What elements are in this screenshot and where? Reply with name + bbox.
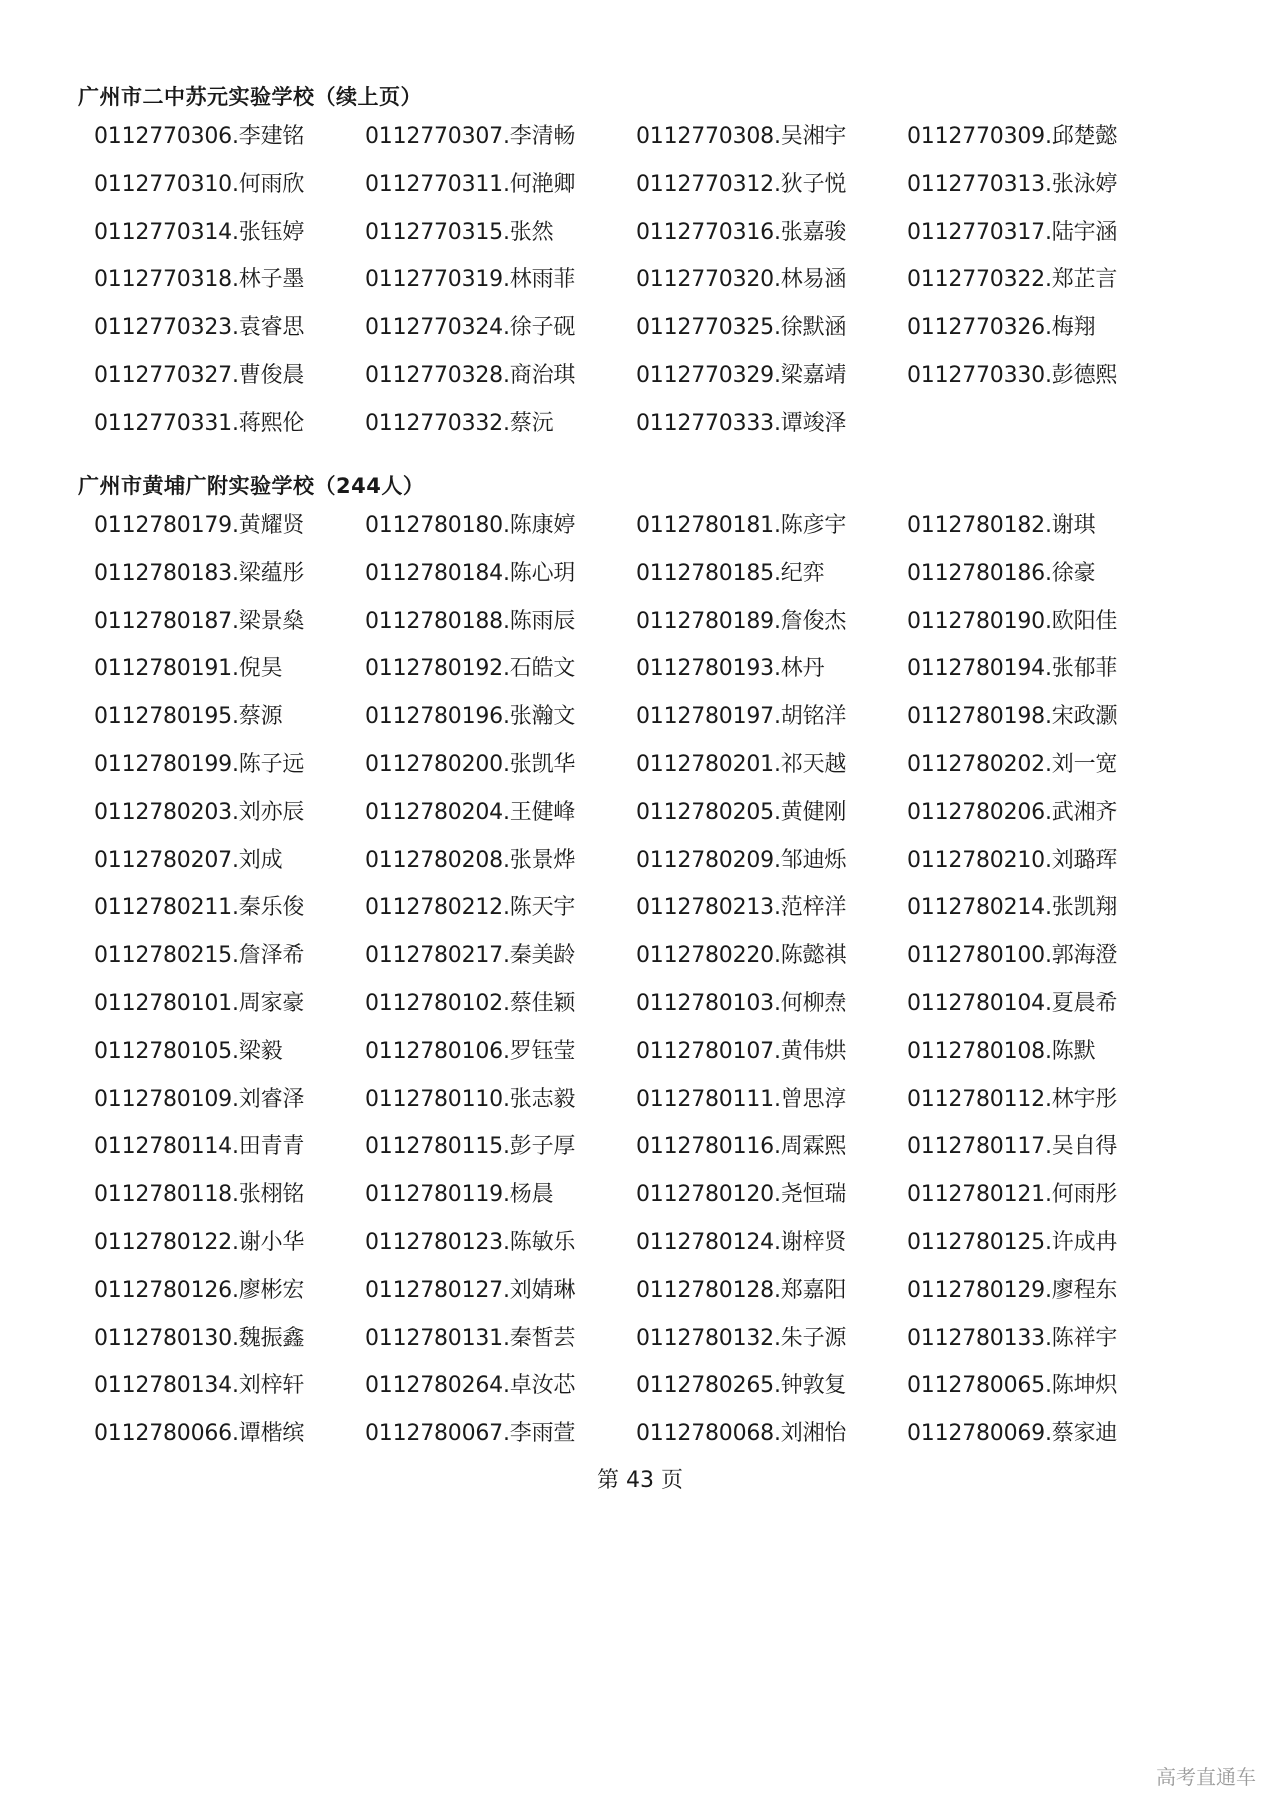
student-entry: 0112780134.刘梓轩 — [94, 1373, 305, 1399]
student-entry: 0112770323.袁睿思 — [94, 315, 305, 341]
student-entry: 0112770313.张泳婷 — [907, 171, 1118, 197]
student-entry: 0112780123.陈敏乐 — [365, 1229, 576, 1255]
student-entry: 0112780202.刘一宽 — [907, 751, 1118, 777]
student-entry: 0112770314.张钰婷 — [94, 219, 305, 245]
student-entry: 0112770322.郑芷言 — [907, 267, 1118, 293]
page-number: 第 43 页 — [597, 1468, 683, 1493]
student-entry: 0112780116.周霖熙 — [636, 1134, 847, 1160]
student-entry: 0112780204.王健峰 — [365, 799, 576, 825]
student-entry: 0112780107.黄伟烘 — [636, 1038, 847, 1064]
student-entry: 0112780065.陈坤炽 — [907, 1373, 1118, 1399]
student-entry: 0112780201.祁天越 — [636, 751, 847, 777]
student-entry: 0112770330.彭德熙 — [907, 362, 1118, 388]
student-entry: 0112780199.陈子远 — [94, 751, 305, 777]
student-entry: 0112780215.詹泽希 — [94, 943, 305, 969]
student-entry: 0112770315.张然 — [365, 219, 554, 245]
section-title: 广州市二中苏元实验学校（续上页） — [78, 85, 422, 109]
student-entry: 0112780212.陈天宇 — [365, 895, 576, 921]
student-entry: 0112770309.邱楚懿 — [907, 124, 1118, 149]
section-title: 广州市黄埔广附实验学校（244人） — [78, 474, 425, 498]
student-entry: 0112780109.刘睿泽 — [94, 1086, 305, 1112]
student-entry: 0112780192.石皓文 — [365, 656, 576, 682]
student-entry: 0112780067.李雨萱 — [365, 1421, 576, 1447]
student-entry: 0112770310.何雨欣 — [94, 171, 305, 197]
student-entry: 0112780118.张栩铭 — [94, 1182, 305, 1208]
student-entry: 0112780195.蔡源 — [94, 704, 283, 730]
student-entry: 0112780188.陈雨辰 — [365, 608, 576, 634]
student-entry: 0112780100.郭海澄 — [907, 943, 1118, 969]
student-entry: 0112770329.梁嘉靖 — [636, 362, 847, 388]
student-entry: 0112780112.林宇彤 — [907, 1086, 1118, 1112]
student-entry: 0112780122.谢小华 — [94, 1229, 305, 1255]
student-entry: 0112770319.林雨菲 — [365, 267, 576, 293]
student-entry: 0112780191.倪昊 — [94, 656, 283, 682]
student-entry: 0112780132.朱子源 — [636, 1325, 847, 1351]
student-entry: 0112780203.刘亦辰 — [94, 799, 305, 825]
student-entry: 0112770318.林子墨 — [94, 267, 305, 293]
student-entry: 0112780182.谢琪 — [907, 513, 1096, 538]
student-entry: 0112780200.张凯华 — [365, 751, 576, 777]
student-entry: 0112780220.陈懿祺 — [636, 943, 847, 969]
student-entry: 0112770331.蒋熙伦 — [94, 410, 305, 436]
student-entry: 0112780131.秦皙芸 — [365, 1325, 576, 1351]
student-entry: 0112780186.徐豪 — [907, 560, 1096, 586]
student-entry: 0112770324.徐子砚 — [365, 315, 576, 341]
student-entry: 0112780105.梁毅 — [94, 1038, 283, 1064]
student-entry: 0112770316.张嘉骏 — [636, 219, 847, 245]
student-entry: 0112770326.梅翔 — [907, 315, 1096, 341]
student-entry: 0112780207.刘成 — [94, 847, 283, 873]
student-entry: 0112770317.陆宇涵 — [907, 219, 1118, 245]
student-entry: 0112780102.蔡佳颖 — [365, 990, 576, 1016]
student-entry: 0112780108.陈默 — [907, 1038, 1096, 1064]
student-entry: 0112780184.陈心玥 — [365, 560, 576, 586]
student-entry: 0112780194.张郁菲 — [907, 656, 1118, 682]
student-entry: 0112780190.欧阳佳 — [907, 608, 1118, 634]
student-entry: 0112780069.蔡家迪 — [907, 1421, 1118, 1447]
student-entry: 0112780101.周家豪 — [94, 990, 305, 1016]
student-entry: 0112770333.谭竣泽 — [636, 410, 847, 436]
student-entry: 0112780066.谭楷缤 — [94, 1421, 305, 1447]
student-entry: 0112780110.张志毅 — [365, 1086, 576, 1112]
student-entry: 0112780125.许成冉 — [907, 1229, 1118, 1255]
student-entry: 0112770312.狄子悦 — [636, 171, 847, 197]
student-list — [78, 123, 1218, 458]
student-entry: 0112770311.何滟卿 — [365, 171, 576, 197]
student-entry: 0112780129.廖程东 — [907, 1277, 1118, 1303]
student-entry: 0112780128.郑嘉阳 — [636, 1277, 847, 1303]
student-entry: 0112770306.李建铭 — [94, 124, 305, 149]
student-entry: 0112780193.林丹 — [636, 656, 825, 682]
student-entry: 0112780187.梁景燊 — [94, 608, 305, 634]
student-entry: 0112780208.张景烨 — [365, 847, 576, 873]
student-entry: 0112780210.刘璐珲 — [907, 847, 1118, 873]
student-entry: 0112780120.尧恒瑞 — [636, 1182, 847, 1208]
student-entry: 0112770308.吴湘宇 — [636, 124, 847, 149]
student-entry: 0112780068.刘湘怡 — [636, 1421, 847, 1447]
student-entry: 0112770327.曹俊晨 — [94, 362, 305, 388]
watermark-text: 高考直通车 — [1156, 1765, 1256, 1789]
student-entry: 0112780124.谢梓贤 — [636, 1229, 847, 1255]
student-list — [78, 512, 1218, 1468]
student-entry: 0112780209.邹迪烁 — [636, 847, 847, 873]
student-entry: 0112780133.陈祥宇 — [907, 1325, 1118, 1351]
student-entry: 0112780127.刘婧琳 — [365, 1277, 576, 1303]
student-entry: 0112780104.夏晨希 — [907, 990, 1118, 1016]
student-entry: 0112780181.陈彦宇 — [636, 513, 847, 538]
student-entry: 0112770320.林易涵 — [636, 267, 847, 293]
student-entry: 0112770307.李清畅 — [365, 124, 576, 149]
student-entry: 0112780198.宋政灏 — [907, 704, 1118, 730]
student-entry: 0112780117.吴自得 — [907, 1134, 1118, 1160]
student-entry: 0112780121.何雨彤 — [907, 1182, 1118, 1208]
student-entry: 0112780211.秦乐俊 — [94, 895, 305, 921]
student-entry: 0112780217.秦美龄 — [365, 943, 576, 969]
student-entry: 0112780119.杨晨 — [365, 1182, 554, 1208]
student-entry: 0112780185.纪弈 — [636, 560, 825, 586]
student-entry: 0112780206.武湘齐 — [907, 799, 1118, 825]
student-entry: 0112780103.何柳焘 — [636, 990, 847, 1016]
student-entry: 0112770325.徐默涵 — [636, 315, 847, 341]
student-entry: 0112780205.黄健刚 — [636, 799, 847, 825]
student-entry: 0112780183.梁蕴彤 — [94, 560, 305, 586]
student-entry: 0112770328.商治琪 — [365, 362, 576, 388]
student-entry: 0112780189.詹俊杰 — [636, 608, 847, 634]
student-entry: 0112780130.魏振鑫 — [94, 1325, 305, 1351]
student-entry: 0112780264.卓汝芯 — [365, 1373, 576, 1399]
student-entry: 0112780196.张瀚文 — [365, 704, 576, 730]
student-entry: 0112780111.曾思淳 — [636, 1086, 847, 1112]
student-entry: 0112780114.田青青 — [94, 1134, 305, 1160]
student-entry: 0112780106.罗钰莹 — [365, 1038, 576, 1064]
school-section — [78, 83, 1218, 458]
student-entry: 0112770332.蔡沅 — [365, 410, 554, 436]
student-entry: 0112780179.黄耀贤 — [94, 513, 305, 538]
school-section — [78, 472, 1218, 1468]
student-entry: 0112780126.廖彬宏 — [94, 1277, 305, 1303]
student-entry: 0112780265.钟敦复 — [636, 1373, 847, 1399]
student-entry: 0112780213.范梓洋 — [636, 895, 847, 921]
student-entry: 0112780115.彭子厚 — [365, 1134, 576, 1160]
student-entry: 0112780180.陈康婷 — [365, 513, 576, 538]
student-entry: 0112780197.胡铭洋 — [636, 704, 847, 730]
student-entry: 0112780214.张凯翔 — [907, 895, 1118, 921]
